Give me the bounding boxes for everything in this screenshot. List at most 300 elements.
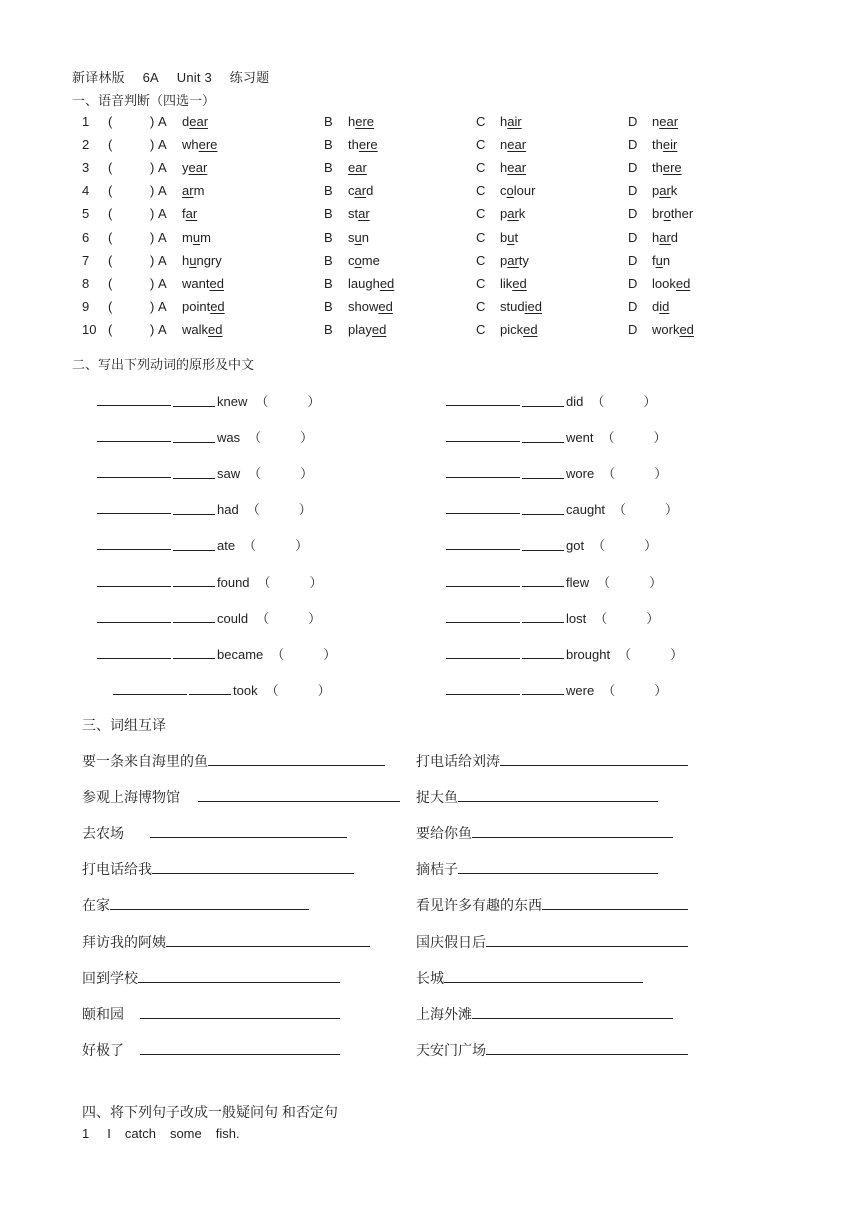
- option-word-b: card: [348, 183, 374, 199]
- answer-paren-open[interactable]: (: [108, 275, 113, 291]
- sentence-word: some: [169, 1126, 202, 1141]
- section3-title: 三、词组互译: [82, 717, 166, 733]
- underlined-sound: ear: [507, 160, 527, 176]
- underlined-sound: ar: [659, 183, 671, 199]
- chinese-meaning-paren[interactable]: （ ）: [613, 502, 679, 518]
- phrase-item-right: [416, 1040, 688, 1060]
- verb-item-right: [446, 644, 683, 663]
- phrase-item-right: [416, 1004, 673, 1024]
- past-tense-word: lost: [566, 610, 587, 626]
- underlined-sound: ere: [355, 114, 375, 129]
- verb-item-left: [97, 644, 336, 663]
- verb-item-left: [97, 499, 312, 518]
- phrase-item-left: [82, 932, 370, 952]
- phrase-item-left: [82, 859, 354, 879]
- option-word-d: worked: [652, 321, 694, 337]
- underlined-sound: ere: [198, 137, 218, 153]
- base-form-blank[interactable]: [97, 429, 171, 442]
- option-label-b: B: [324, 229, 333, 245]
- option-word-c: picked: [500, 321, 538, 337]
- option-word-d: brother: [652, 206, 694, 222]
- underlined-sound: ar: [507, 252, 519, 268]
- chinese-meaning-paren[interactable]: （ ）: [248, 430, 314, 446]
- underlined-sound: u: [189, 252, 197, 268]
- answer-line[interactable]: [140, 1004, 340, 1019]
- verb-item-left: [97, 572, 323, 591]
- underlined-sound: ed: [378, 298, 393, 314]
- underlined-sound: eir: [662, 137, 678, 153]
- verb-item-left: [113, 680, 331, 699]
- section4-title: 四、将下列句子改成一般疑问句 和否定句: [82, 1104, 338, 1120]
- option-label-c: C: [476, 160, 486, 176]
- option-label-b: B: [324, 114, 333, 129]
- underlined-sound: ear: [507, 137, 527, 153]
- option-word-d: did: [652, 298, 670, 314]
- worksheet-header: [72, 67, 283, 86]
- option-word-a: mum: [182, 229, 211, 245]
- phrase-text: 上海外滩: [416, 1005, 472, 1022]
- question-number: 8: [82, 275, 90, 291]
- dash-line: [173, 579, 215, 587]
- question-row: [0, 114, 860, 136]
- phrase-text: 颐和园: [82, 1005, 124, 1022]
- underlined-sound: ed: [210, 298, 225, 314]
- chinese-meaning-paren[interactable]: （ ）: [248, 466, 314, 482]
- section2-title: 二、写出下列动词的原形及中文: [72, 357, 255, 372]
- chinese-meaning-paren[interactable]: （ ）: [256, 610, 322, 626]
- option-word-d: hard: [652, 229, 679, 245]
- underlined-sound: ear: [188, 160, 208, 176]
- question-number: 10: [82, 321, 97, 337]
- dash-line: [522, 399, 564, 407]
- option-word-a: arm: [182, 183, 205, 199]
- option-word-a: pointed: [182, 298, 225, 314]
- chinese-meaning-paren[interactable]: （ ）: [618, 646, 684, 662]
- past-tense-word: went: [566, 430, 594, 446]
- option-word-c: near: [500, 137, 527, 153]
- base-form-blank[interactable]: [446, 537, 520, 550]
- option-label-d: D: [628, 160, 638, 176]
- base-form-blank[interactable]: [97, 574, 171, 587]
- option-word-c: colour: [500, 183, 536, 199]
- option-word-c: hear: [500, 160, 527, 176]
- underlined-sound: ar: [182, 183, 194, 199]
- option-label-a: A: [158, 252, 167, 268]
- verb-item-right: [446, 463, 667, 482]
- option-label-b: B: [324, 252, 333, 268]
- base-form-blank[interactable]: [113, 682, 187, 695]
- verb-item-left: [97, 608, 321, 627]
- verb-item-right: [446, 680, 667, 699]
- phrase-text: 回到学校: [82, 969, 138, 986]
- option-label-d: D: [628, 275, 638, 291]
- phrase-text: 在家: [82, 897, 110, 914]
- base-form-blank[interactable]: [97, 537, 171, 550]
- worksheet-kind: 练习题: [229, 70, 270, 85]
- option-label-b: B: [324, 160, 333, 176]
- question-row: [0, 206, 860, 228]
- phrase-item-left: [82, 751, 385, 771]
- underlined-sound: ed: [512, 275, 527, 291]
- answer-line[interactable]: [458, 859, 658, 874]
- chinese-meaning-paren[interactable]: （ ）: [594, 610, 660, 626]
- answer-line[interactable]: [500, 751, 688, 766]
- past-tense-word: caught: [566, 502, 606, 518]
- phrase-text: 打电话给刘涛: [416, 753, 500, 769]
- underlined-sound: u: [507, 229, 515, 245]
- option-word-d: near: [652, 114, 679, 129]
- option-word-c: liked: [500, 275, 527, 291]
- option-label-c: C: [476, 114, 486, 129]
- underlined-sound: ed: [379, 275, 395, 291]
- option-label-a: A: [158, 183, 167, 199]
- verb-item-right: [446, 391, 656, 410]
- question-number: 4: [82, 183, 90, 199]
- option-label-a: A: [158, 229, 167, 245]
- past-tense-word: got: [566, 538, 585, 554]
- underlined-sound: ed: [208, 321, 223, 337]
- option-label-d: D: [628, 137, 638, 153]
- phrase-item-right: [416, 859, 658, 879]
- underlined-sound: ed: [675, 275, 691, 291]
- answer-line[interactable]: [110, 895, 309, 910]
- past-tense-word: was: [217, 430, 241, 446]
- option-label-c: C: [476, 252, 486, 268]
- answer-paren-open[interactable]: (: [108, 252, 113, 268]
- option-word-b: played: [348, 321, 387, 337]
- phrase-text: 要一条来自海里的鱼: [82, 753, 208, 769]
- option-label-c: C: [476, 183, 486, 199]
- option-label-b: B: [324, 298, 333, 314]
- option-word-c: studied: [500, 298, 542, 314]
- option-label-a: A: [158, 114, 167, 129]
- verb-item-right: [446, 427, 666, 446]
- dash-line: [173, 651, 215, 659]
- phrase-item-right: [416, 787, 658, 807]
- phrase-text: 摘桔子: [416, 861, 458, 878]
- base-form-blank[interactable]: [446, 393, 520, 406]
- chinese-meaning-paren[interactable]: （ ）: [602, 682, 668, 698]
- question-row: [0, 183, 860, 205]
- past-tense-word: saw: [217, 466, 241, 482]
- base-form-blank[interactable]: [446, 646, 520, 659]
- option-label-c: C: [476, 206, 486, 222]
- option-label-b: B: [324, 183, 333, 199]
- phrase-text: 拜访我的阿姨: [82, 933, 166, 950]
- answer-paren-open[interactable]: (: [108, 114, 113, 129]
- option-word-d: fun: [652, 252, 671, 268]
- dash-line: [522, 507, 564, 515]
- base-form-blank[interactable]: [446, 574, 520, 587]
- base-form-blank[interactable]: [97, 501, 171, 514]
- underlined-sound: ear: [189, 114, 209, 129]
- option-word-d: looked: [652, 275, 691, 291]
- dash-line: [173, 399, 215, 407]
- underlined-sound: ar: [358, 206, 370, 222]
- underlined-sound: u: [655, 252, 663, 268]
- answer-line[interactable]: [208, 751, 385, 766]
- publisher: 新译林版: [72, 70, 125, 85]
- past-tense-word: brought: [566, 646, 611, 662]
- underlined-sound: o: [663, 206, 671, 222]
- option-label-d: D: [628, 252, 638, 268]
- phrase-item-left: [82, 787, 400, 807]
- option-word-b: showed: [348, 298, 393, 314]
- answer-paren-close: ): [150, 206, 155, 222]
- answer-paren-close: ): [150, 252, 155, 268]
- underlined-sound: ed: [209, 275, 224, 291]
- answer-paren-open[interactable]: (: [108, 229, 113, 245]
- answer-line[interactable]: [542, 895, 688, 910]
- answer-paren-open[interactable]: (: [108, 298, 113, 314]
- sentence-number: 1: [82, 1126, 90, 1141]
- answer-line[interactable]: [138, 968, 340, 983]
- answer-line[interactable]: [140, 1040, 340, 1055]
- chinese-meaning-paren[interactable]: （ ）: [597, 574, 663, 590]
- past-tense-word: found: [217, 574, 250, 590]
- phrase-text: 去农场: [82, 825, 124, 842]
- verb-item-right: [446, 535, 657, 554]
- option-label-b: B: [324, 275, 333, 291]
- chinese-meaning-paren[interactable]: （ ）: [246, 502, 312, 518]
- option-label-d: D: [628, 114, 638, 129]
- base-form-blank[interactable]: [446, 465, 520, 478]
- answer-paren-close: ): [150, 114, 155, 129]
- underlined-sound: o: [354, 252, 362, 268]
- answer-line[interactable]: [486, 1040, 688, 1055]
- chinese-meaning-paren[interactable]: （ ）: [591, 394, 657, 409]
- underlined-sound: ied: [524, 298, 542, 314]
- option-word-a: dear: [182, 114, 209, 129]
- phrase-text: 参观上海博物馆: [82, 789, 180, 806]
- option-word-b: [348, 160, 367, 175]
- past-tense-word: could: [217, 610, 249, 626]
- question-row: [0, 160, 860, 182]
- option-word-a: hungry: [182, 252, 222, 268]
- phrase-text: 打电话给我: [82, 861, 152, 878]
- option-label-a: A: [158, 275, 167, 291]
- grade: 6A: [142, 70, 159, 85]
- past-tense-word: took: [233, 682, 258, 698]
- option-word-b: there: [348, 137, 378, 153]
- underlined-sound: ar: [659, 229, 671, 245]
- option-label-a: A: [158, 137, 167, 153]
- answer-line[interactable]: [150, 823, 347, 838]
- base-form-blank[interactable]: [446, 429, 520, 442]
- phrase-item-right: [416, 823, 673, 843]
- option-word-c: but: [500, 229, 519, 245]
- answer-paren-close: ): [150, 160, 155, 176]
- phrase-item-right: [416, 932, 688, 952]
- underlined-sound: air: [507, 114, 522, 129]
- base-form-blank[interactable]: [446, 610, 520, 623]
- chinese-meaning-paren[interactable]: （ ）: [265, 682, 331, 698]
- underlined-sound: ed: [371, 321, 387, 337]
- answer-paren-open[interactable]: (: [108, 206, 113, 222]
- question-row: [0, 276, 860, 298]
- phrase-item-right: [416, 968, 643, 988]
- chinese-meaning-paren[interactable]: （ ）: [602, 466, 668, 482]
- dash-line: [173, 435, 215, 443]
- phrase-item-left: [82, 895, 309, 915]
- underlined-sound: u: [192, 229, 201, 245]
- option-label-d: D: [628, 183, 638, 199]
- dash-line: [522, 651, 564, 659]
- base-form-blank[interactable]: [97, 646, 171, 659]
- chinese-meaning-paren[interactable]: （ ）: [257, 574, 323, 590]
- dash-line: [173, 543, 215, 551]
- chinese-meaning-paren[interactable]: （ ）: [601, 430, 667, 446]
- option-label-d: D: [628, 229, 638, 245]
- past-tense-word: knew: [217, 394, 248, 409]
- option-word-a: far: [182, 206, 198, 222]
- underlined-sound: ed: [679, 321, 694, 337]
- option-label-a: A: [158, 160, 167, 176]
- answer-line[interactable]: [472, 823, 673, 838]
- dash-line: [189, 687, 231, 695]
- past-tense-word: ate: [217, 538, 236, 554]
- question-number: 1: [82, 114, 90, 129]
- phrase-text: 要给你鱼: [416, 825, 472, 842]
- phrase-text: 好极了: [82, 1041, 124, 1058]
- dash-line: [522, 687, 564, 695]
- option-word-b: sun: [348, 229, 369, 245]
- answer-paren-open[interactable]: (: [108, 160, 113, 176]
- option-word-a: walked: [182, 321, 223, 337]
- question-row: [0, 322, 860, 344]
- option-label-d: D: [628, 206, 638, 222]
- past-tense-word: did: [566, 394, 584, 409]
- answer-line[interactable]: [152, 859, 354, 874]
- underlined-sound: ear: [348, 160, 367, 176]
- past-tense-word: were: [566, 682, 595, 698]
- phrase-text: 捉大鱼: [416, 789, 458, 806]
- underlined-sound: ear: [659, 114, 679, 129]
- underlined-sound: u: [354, 229, 362, 245]
- base-form-blank[interactable]: [97, 393, 171, 406]
- question-number: 7: [82, 252, 90, 268]
- question-number: 6: [82, 229, 90, 245]
- sentence-word: I: [107, 1126, 111, 1141]
- answer-line[interactable]: [472, 1004, 673, 1019]
- verb-item-left: [97, 427, 313, 446]
- underlined-sound: o: [506, 183, 514, 199]
- answer-paren-close: ): [150, 321, 155, 337]
- answer-line[interactable]: [458, 787, 658, 802]
- option-word-a: year: [182, 160, 208, 176]
- answer-paren-open[interactable]: (: [108, 137, 113, 153]
- base-form-blank[interactable]: [97, 465, 171, 478]
- answer-paren-open[interactable]: (: [108, 321, 113, 337]
- option-word-c: park: [500, 206, 526, 222]
- chinese-meaning-paren[interactable]: （ ）: [592, 538, 658, 554]
- phrase-item-left: [82, 1004, 340, 1024]
- option-label-a: A: [158, 298, 167, 314]
- verb-item-right: [446, 499, 678, 518]
- question-number: 2: [82, 137, 90, 153]
- base-form-blank[interactable]: [97, 610, 171, 623]
- option-label-c: C: [476, 137, 486, 153]
- option-word-b: laughed: [348, 275, 395, 291]
- past-tense-word: flew: [566, 574, 590, 590]
- option-word-d: park: [652, 183, 678, 199]
- dash-line: [522, 471, 564, 479]
- dash-line: [173, 507, 215, 515]
- unit: Unit 3: [176, 70, 212, 85]
- base-form-blank[interactable]: [446, 501, 520, 514]
- question-number: 3: [82, 160, 90, 176]
- option-word-d: there: [652, 160, 682, 176]
- answer-line[interactable]: [444, 968, 643, 983]
- option-word-a: wanted: [182, 275, 224, 291]
- phrase-text: 长城: [416, 969, 444, 986]
- verb-item-left: [97, 463, 313, 482]
- option-label-b: B: [324, 206, 333, 222]
- answer-line[interactable]: [198, 787, 400, 802]
- dash-line: [522, 615, 564, 623]
- phrase-text: 国庆假日后: [416, 933, 486, 950]
- question-number: 5: [82, 206, 90, 222]
- question-row: [0, 137, 860, 159]
- chinese-meaning-paren[interactable]: （ ）: [243, 538, 309, 554]
- underlined-sound: ar: [354, 183, 367, 199]
- answer-paren-close: ): [150, 137, 155, 153]
- option-label-c: C: [476, 229, 486, 245]
- option-label-c: C: [476, 275, 486, 291]
- option-word-d: their: [652, 137, 678, 153]
- question-row: [0, 230, 860, 252]
- section1-title: 一、语音判断（四选一）: [72, 93, 216, 108]
- answer-paren-close: ): [150, 298, 155, 314]
- option-word-c: hair: [500, 114, 522, 129]
- chinese-meaning-paren[interactable]: （ ）: [271, 646, 337, 662]
- verb-item-right: [446, 608, 659, 627]
- chinese-meaning-paren[interactable]: （ ）: [255, 394, 321, 409]
- answer-line[interactable]: [486, 932, 688, 947]
- phrase-item-left: [82, 1040, 340, 1060]
- past-tense-word: became: [217, 646, 264, 662]
- base-form-blank[interactable]: [446, 682, 520, 695]
- phrase-text: 看见许多有趣的东西: [416, 897, 542, 914]
- sentence-item: [82, 1126, 254, 1141]
- sentence-word: catch: [124, 1126, 156, 1141]
- underlined-sound: ere: [662, 160, 682, 176]
- underlined-sound: ere: [358, 137, 378, 153]
- phrase-item-left: [82, 823, 347, 843]
- option-label-b: B: [324, 137, 333, 153]
- option-label-c: C: [476, 298, 486, 314]
- question-number: 9: [82, 298, 90, 314]
- option-word-b: star: [348, 206, 370, 222]
- answer-paren-open[interactable]: (: [108, 183, 113, 199]
- answer-line[interactable]: [166, 932, 370, 947]
- question-row: [0, 299, 860, 321]
- underlined-sound: ed: [523, 321, 538, 337]
- dash-line: [522, 435, 564, 443]
- option-word-b: come: [348, 252, 380, 268]
- underlined-sound: id: [659, 298, 670, 314]
- option-label-b: B: [324, 321, 333, 337]
- sentence-word: fish.: [215, 1126, 240, 1141]
- phrase-item-left: [82, 968, 340, 988]
- answer-paren-close: ): [150, 229, 155, 245]
- past-tense-word: wore: [566, 466, 595, 482]
- option-word-c: party: [500, 252, 529, 268]
- answer-paren-close: ): [150, 275, 155, 291]
- verb-item-left: [97, 535, 308, 554]
- dash-line: [522, 579, 564, 587]
- phrase-item-right: [416, 895, 688, 915]
